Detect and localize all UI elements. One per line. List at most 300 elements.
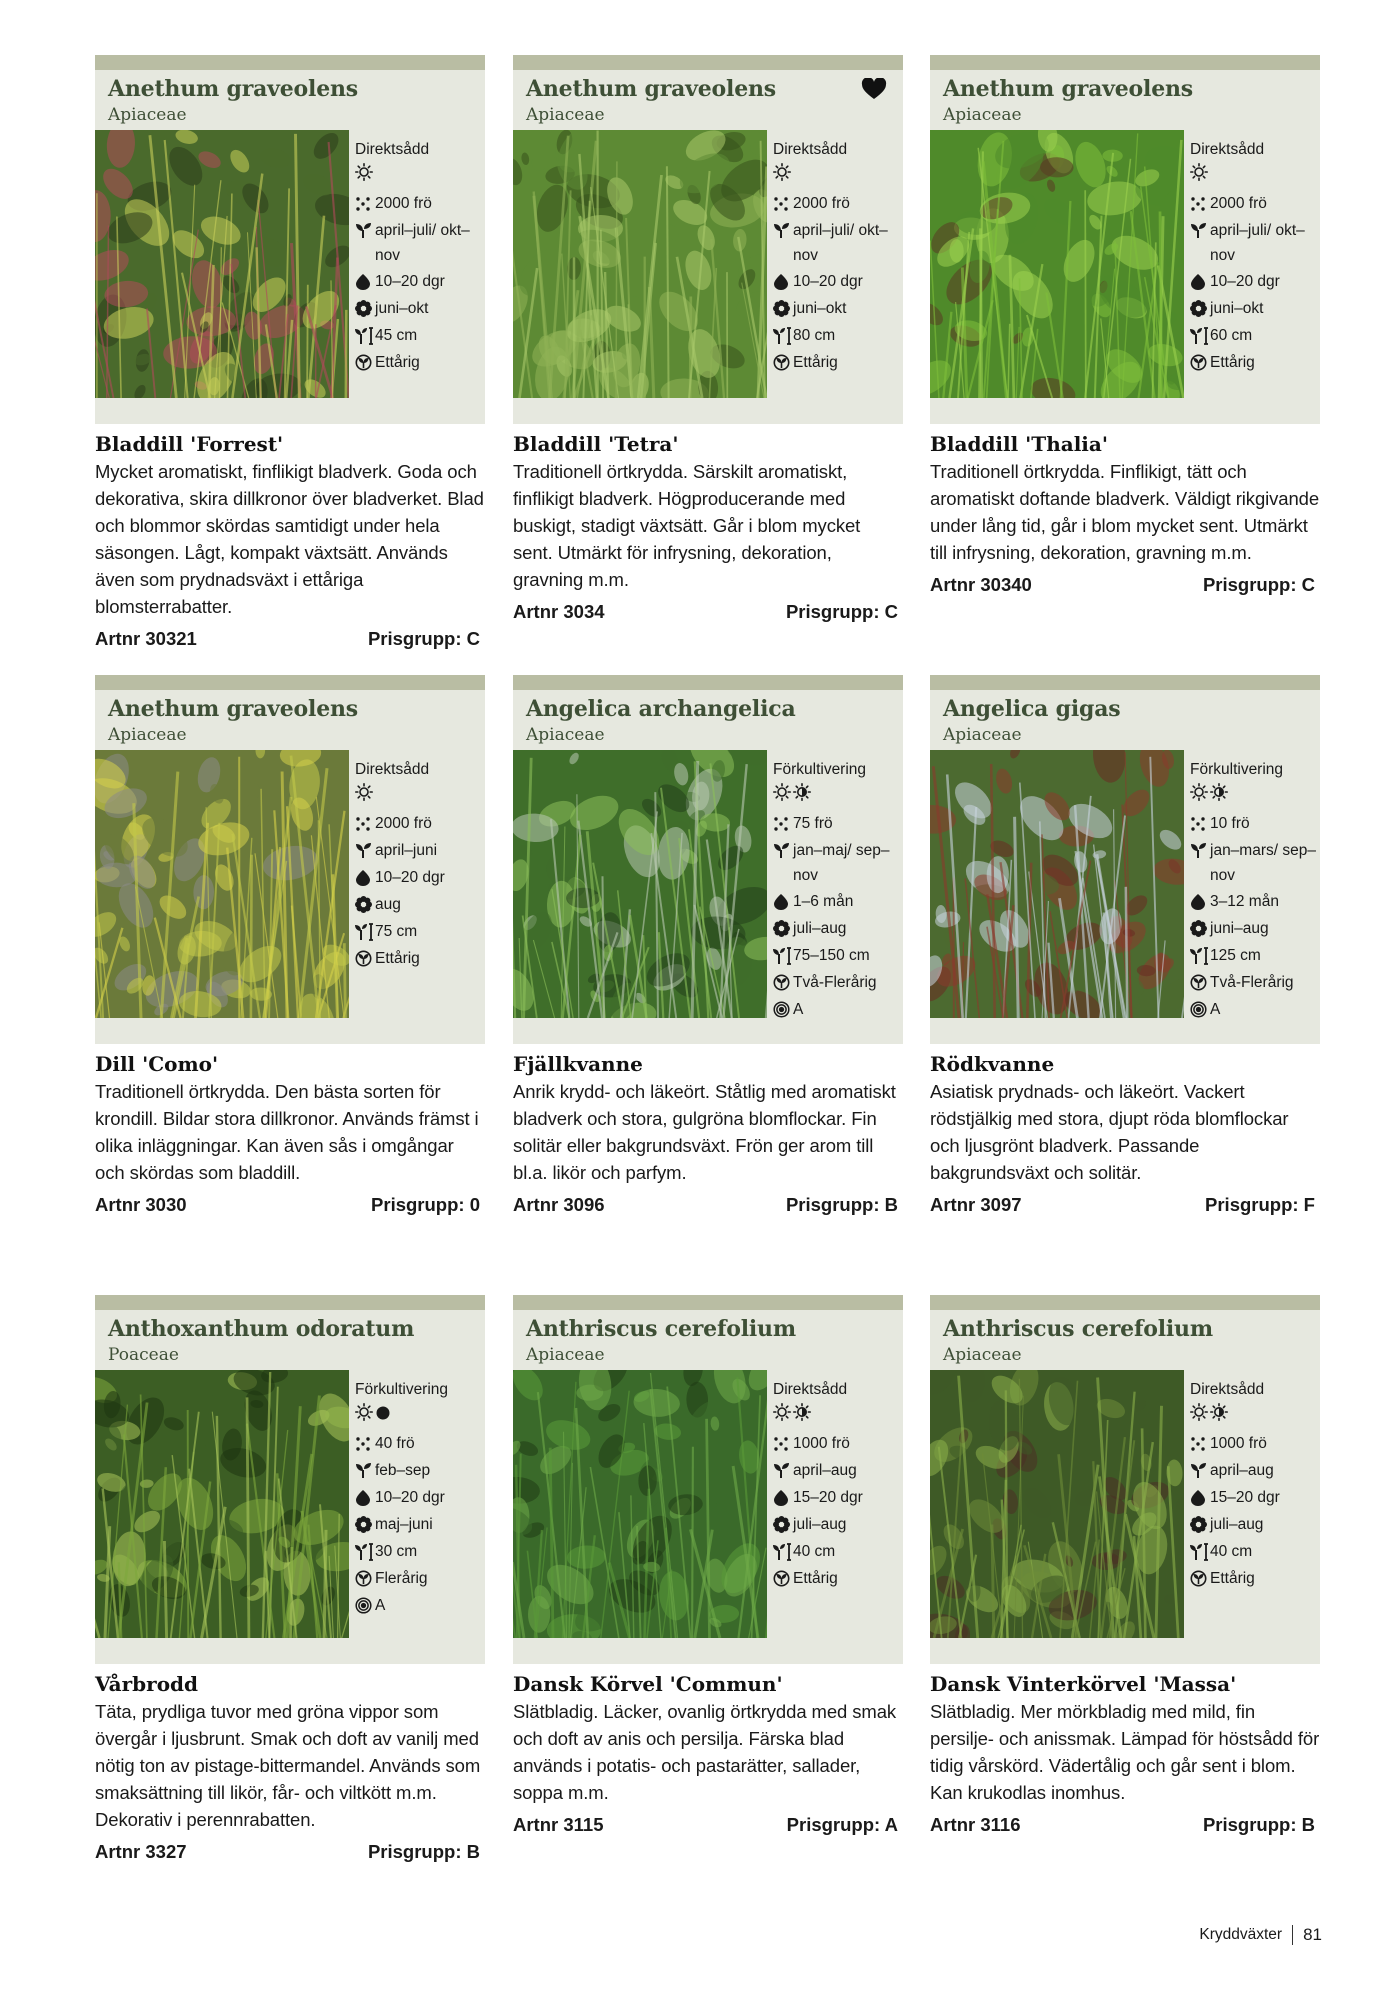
flowering-period: maj–juni — [375, 1516, 433, 1533]
article-number: Artnr 3034 — [513, 601, 605, 622]
cultivation-method: Direktsådd — [773, 141, 848, 158]
seed-count-row — [773, 1430, 901, 1457]
latin-name: Anethum graveolens — [108, 696, 358, 722]
hardiness-zone: A — [793, 1001, 804, 1018]
germination-icon — [773, 268, 793, 295]
flowering-icon — [1190, 1511, 1210, 1538]
plant-family: Apiaceae — [943, 105, 1022, 125]
variety-description: Traditionell örtkrydda. Finflikigt, tätt och aromatiskt doftande bladverk. Väldigt rikgivande under lång tid, går i blom mycket sent. Utmärkt till infrysning, dekoration, gravning m.m. — [930, 461, 1320, 563]
light-requirement — [1190, 1403, 1318, 1430]
article-number: Artnr 30321 — [95, 628, 197, 649]
light-requirement — [773, 1403, 901, 1430]
sowing-icon — [1190, 837, 1210, 864]
zone-icon — [355, 1592, 375, 1619]
sowing-icon — [773, 217, 793, 244]
germination-icon — [773, 1484, 793, 1511]
flowering-icon — [355, 295, 375, 322]
germination-time-row — [1190, 888, 1318, 915]
germination-icon — [1190, 1484, 1210, 1511]
article-number: Artnr 3097 — [930, 1194, 1022, 1215]
germination-time-row — [773, 888, 901, 915]
variety-name: Vårbrodd — [95, 1672, 199, 1696]
article-number: Artnr 3030 — [95, 1194, 187, 1215]
variety-name: Dansk Körvel 'Commun' — [513, 1672, 783, 1696]
hardiness-zone: A — [375, 1597, 386, 1614]
germination-time: 10–20 dgr — [375, 1489, 445, 1506]
plant-family: Apiaceae — [108, 725, 187, 745]
seeds-icon — [355, 190, 375, 217]
plant-height-row — [773, 942, 901, 969]
card-info-panel — [930, 1381, 1320, 1664]
variety-description: Slätbladig. Mer mörkbladig med mild, fin persilje- och anissmak. Lämpad för höstsådd för tidig vårskörd. Vädertålig och går sent i blom. Kan krukodlas inomhus. — [930, 1701, 1320, 1803]
plant-family: Apiaceae — [526, 105, 605, 125]
sun-icon — [355, 783, 373, 810]
seed-count-row — [773, 810, 901, 837]
hardiness-zone-row — [1190, 996, 1318, 1023]
germination-time: 1–6 mån — [793, 893, 854, 910]
card-info-panel — [513, 141, 903, 424]
sun-icon — [1190, 163, 1208, 190]
height-icon — [355, 322, 375, 349]
lifecycle-row — [1190, 969, 1318, 996]
seed-count: 2000 frö — [793, 195, 850, 212]
plant-height-row — [1190, 1538, 1318, 1565]
card-top-bar — [930, 55, 1320, 70]
plant-height-row — [773, 1538, 901, 1565]
latin-name: Anthoxanthum odoratum — [108, 1316, 415, 1342]
germination-time: 3–12 mån — [1210, 893, 1279, 910]
section-name: Kryddväxter — [1199, 1926, 1283, 1943]
germination-time-row — [355, 864, 483, 891]
sowing-period: jan–mars/ sep–nov — [1210, 842, 1316, 884]
order-info — [95, 1194, 485, 1216]
sun-icon — [773, 783, 791, 810]
lifecycle-row — [1190, 1565, 1318, 1592]
sun-icon — [1190, 1403, 1208, 1430]
flowering-period: juli–aug — [793, 1516, 847, 1533]
seeds-icon — [355, 810, 375, 837]
sowing-icon — [773, 1457, 793, 1484]
flowering-period: juni–okt — [375, 300, 429, 317]
growing-facts — [355, 1376, 483, 1619]
footer-divider — [1292, 1925, 1293, 1945]
germination-icon — [773, 888, 793, 915]
light-requirement — [355, 163, 483, 190]
flowering-icon — [773, 295, 793, 322]
lifecycle-icon — [1190, 1565, 1210, 1592]
card-info-panel — [930, 141, 1320, 424]
light-requirement — [355, 1403, 483, 1430]
sowing-period: april–juni — [375, 842, 438, 859]
seed-count-row — [1190, 190, 1318, 217]
lifecycle: Ettårig — [375, 354, 420, 371]
flowering-period-row — [355, 295, 483, 322]
card-top-bar — [513, 675, 903, 690]
plant-height: 45 cm — [375, 327, 418, 344]
cultivation-method: Direktsådd — [1190, 141, 1265, 158]
flowering-period-row — [1190, 295, 1318, 322]
plant-height: 125 cm — [1210, 947, 1261, 964]
card-info-panel — [513, 1381, 903, 1664]
card-info-panel — [95, 761, 485, 1044]
lifecycle-icon — [355, 349, 375, 376]
plant-height: 80 cm — [793, 327, 836, 344]
sowing-period-row — [1190, 217, 1318, 268]
cultivation-method: Direktsådd — [1190, 1381, 1265, 1398]
height-icon — [1190, 942, 1210, 969]
article-number: Artnr 3115 — [513, 1814, 604, 1835]
sowing-icon — [1190, 1457, 1210, 1484]
light-requirement — [1190, 163, 1318, 190]
lifecycle: Ettårig — [375, 950, 420, 967]
half-shade-icon — [1210, 783, 1228, 810]
germination-time-row — [355, 268, 483, 295]
plant-photo — [513, 130, 767, 398]
seeds-icon — [773, 1430, 793, 1457]
plant-height-row — [773, 322, 901, 349]
lifecycle-row — [355, 1565, 483, 1592]
seed-count: 2000 frö — [1210, 195, 1267, 212]
seed-count-row — [773, 190, 901, 217]
sowing-icon — [773, 837, 793, 864]
sun-icon — [355, 1403, 373, 1430]
seeds-icon — [1190, 190, 1210, 217]
hardiness-zone: A — [1210, 1001, 1221, 1018]
sowing-icon — [355, 1457, 375, 1484]
card-top-bar — [95, 1295, 485, 1310]
germination-time: 10–20 dgr — [375, 869, 445, 886]
order-info — [513, 1194, 903, 1216]
card-top-bar — [513, 55, 903, 70]
germination-time: 15–20 dgr — [793, 1489, 863, 1506]
price-group: Prisgrupp: B — [367, 1841, 480, 1862]
germination-time: 10–20 dgr — [793, 273, 863, 290]
lifecycle: Två-Flerårig — [793, 974, 877, 991]
product-card — [930, 55, 1320, 596]
latin-name: Anethum graveolens — [108, 76, 358, 102]
cultivation-method: Direktsådd — [773, 1381, 848, 1398]
article-number: Artnr 30340 — [930, 574, 1032, 595]
flowering-period-row — [355, 1511, 483, 1538]
variety-name: Dansk Vinterkörvel 'Massa' — [930, 1672, 1237, 1696]
variety-name: Rödkvanne — [930, 1052, 1055, 1076]
zone-icon — [773, 996, 793, 1023]
order-info — [95, 1841, 485, 1863]
variety-description: Traditionell örtkrydda. Den bästa sorten för krondill. Bildar stora dillkronor. Används främst i olika inläggningar. Kan även sås i omgångar och skördas som bladdill. — [95, 1081, 479, 1183]
product-card — [513, 675, 903, 1216]
flowering-period: juni–aug — [1210, 920, 1269, 937]
height-icon — [355, 918, 375, 945]
price-group: Prisgrupp: A — [786, 1814, 898, 1835]
lifecycle-row — [773, 1565, 901, 1592]
flowering-period: juli–aug — [793, 920, 847, 937]
sowing-period-row — [773, 1457, 901, 1484]
seeds-icon — [1190, 1430, 1210, 1457]
favorite-heart-icon — [861, 78, 887, 105]
plant-family: Apiaceae — [943, 725, 1022, 745]
cultivation-method: Förkultivering — [1190, 761, 1284, 778]
plant-photo — [513, 750, 767, 1018]
sowing-period: april–juli/ okt–nov — [793, 222, 888, 264]
product-card — [930, 1295, 1320, 1836]
germination-icon — [1190, 888, 1210, 915]
seed-count: 1000 frö — [1210, 1435, 1267, 1452]
light-requirement — [1190, 783, 1318, 810]
article-number: Artnr 3096 — [513, 1194, 605, 1215]
product-card — [95, 675, 485, 1216]
plant-height: 40 cm — [1210, 1543, 1253, 1560]
order-info — [95, 628, 485, 650]
growing-facts — [1190, 1376, 1318, 1592]
growing-facts — [355, 756, 483, 972]
sowing-period-row — [1190, 1457, 1318, 1484]
card-top-bar — [930, 675, 1320, 690]
germination-icon — [355, 864, 375, 891]
plant-photo — [930, 1370, 1184, 1638]
product-card — [513, 1295, 903, 1836]
page-number: 81 — [1303, 1925, 1322, 1944]
lifecycle: Flerårig — [375, 1570, 428, 1587]
variety-description: Anrik krydd- och läkeört. Ståtlig med aromatiskt bladverk och stora, gulgröna blomflockar. Fin solitär eller bakgrundsväxt. Frön ger arom till bl.a. likör och parfym. — [513, 1081, 896, 1183]
order-info — [930, 574, 1320, 596]
lifecycle: Ettårig — [793, 354, 838, 371]
lifecycle-icon — [1190, 349, 1210, 376]
variety-name: Bladdill 'Thalia' — [930, 432, 1108, 456]
plant-photo — [930, 750, 1184, 1018]
flowering-icon — [1190, 295, 1210, 322]
light-requirement — [773, 783, 901, 810]
plant-family: Apiaceae — [526, 1345, 605, 1365]
germination-time: 10–20 dgr — [1210, 273, 1280, 290]
seeds-icon — [773, 190, 793, 217]
product-card — [95, 55, 485, 650]
flowering-period-row — [1190, 915, 1318, 942]
plant-family: Apiaceae — [526, 725, 605, 745]
sowing-icon — [355, 217, 375, 244]
cultivation-method: Direktsådd — [355, 141, 430, 158]
height-icon — [1190, 1538, 1210, 1565]
height-icon — [1190, 322, 1210, 349]
card-info-panel — [95, 1381, 485, 1664]
flowering-period: juli–aug — [1210, 1516, 1264, 1533]
lifecycle-icon — [773, 349, 793, 376]
lifecycle-icon — [773, 1565, 793, 1592]
lifecycle: Ettårig — [1210, 1570, 1255, 1587]
sun-icon — [355, 163, 373, 190]
latin-name: Anethum graveolens — [943, 76, 1193, 102]
variety-description: Asiatisk prydnads- och läkeört. Vackert rödstjälkig med stora, djupt röda blomflockar och ljusgrönt bladverk. Passande bakgrundsväxt och solitär. — [930, 1081, 1289, 1183]
price-group: Prisgrupp: C — [1202, 574, 1315, 595]
seed-count-row — [355, 190, 483, 217]
product-card — [513, 55, 903, 623]
lifecycle: Ettårig — [793, 1570, 838, 1587]
plant-family: Apiaceae — [108, 105, 187, 125]
seed-count: 40 frö — [375, 1435, 415, 1452]
flowering-period-row — [773, 915, 901, 942]
light-requirement — [773, 163, 901, 190]
seed-count: 2000 frö — [375, 195, 432, 212]
plant-height: 40 cm — [793, 1543, 836, 1560]
flowering-icon — [355, 1511, 375, 1538]
germination-time: 10–20 dgr — [375, 273, 445, 290]
card-top-bar — [95, 675, 485, 690]
growing-facts — [773, 136, 901, 376]
sowing-period: april–aug — [793, 1462, 857, 1479]
sun-icon — [1190, 783, 1208, 810]
card-info-panel — [513, 761, 903, 1044]
height-icon — [773, 1538, 793, 1565]
order-info — [930, 1814, 1320, 1836]
plant-height: 75–150 cm — [793, 947, 870, 964]
germination-time-row — [773, 1484, 901, 1511]
sun-icon — [773, 163, 791, 190]
light-requirement — [355, 783, 483, 810]
sowing-period: april–juli/ okt–nov — [1210, 222, 1305, 264]
germination-icon — [355, 1484, 375, 1511]
lifecycle-row — [773, 349, 901, 376]
variety-description: Täta, prydliga tuvor med gröna vippor som övergår i ljusbrunt. Smak och doft av vanilj med nötig ton av pistage-bittermandel. Används som smaksättning till likör, får- och viltkött m.m. Dekorativ i perennrabatten. — [95, 1701, 481, 1830]
seed-count: 2000 frö — [375, 815, 432, 832]
flowering-icon — [773, 915, 793, 942]
cultivation-method: Förkultivering — [355, 1381, 449, 1398]
height-icon — [355, 1538, 375, 1565]
lifecycle: Två-Flerårig — [1210, 974, 1294, 991]
plant-photo — [95, 750, 349, 1018]
variety-name: Bladdill 'Tetra' — [513, 432, 679, 456]
sowing-icon — [355, 837, 375, 864]
article-number: Artnr 3116 — [930, 1814, 1021, 1835]
page-footer — [1199, 1925, 1322, 1945]
sowing-period: april–juli/ okt–nov — [375, 222, 470, 264]
price-group: Prisgrupp: 0 — [371, 1194, 480, 1215]
card-top-bar — [513, 1295, 903, 1310]
product-card — [930, 675, 1320, 1216]
variety-description: Slätbladig. Läcker, ovanlig örtkrydda med smak och doft av anis och persilja. Färska blad används i potatis- och pastarätter, sallader, soppa m.m. — [513, 1701, 897, 1803]
sowing-period-row — [1190, 837, 1318, 888]
lifecycle-row — [355, 349, 483, 376]
growing-facts — [1190, 756, 1318, 1023]
plant-height-row — [355, 1538, 483, 1565]
growing-facts — [355, 136, 483, 376]
flowering-period: juni–okt — [793, 300, 847, 317]
seed-count-row — [1190, 810, 1318, 837]
growing-facts — [1190, 136, 1318, 376]
hardiness-zone-row — [773, 996, 901, 1023]
sowing-period-row — [773, 217, 901, 268]
seed-count: 1000 frö — [793, 1435, 850, 1452]
plant-height-row — [355, 918, 483, 945]
lifecycle-icon — [1190, 969, 1210, 996]
germination-icon — [1190, 268, 1210, 295]
cultivation-method: Förkultivering — [773, 761, 867, 778]
half-shade-icon — [1210, 1403, 1228, 1430]
flowering-icon — [773, 1511, 793, 1538]
lifecycle-row — [1190, 349, 1318, 376]
plant-height: 30 cm — [375, 1543, 418, 1560]
seeds-icon — [773, 810, 793, 837]
flowering-icon — [355, 891, 375, 918]
variety-name: Fjällkvanne — [513, 1052, 643, 1076]
price-group: Prisgrupp: C — [785, 601, 898, 622]
flowering-period: juni–okt — [1210, 300, 1264, 317]
latin-name: Anthriscus cerefolium — [526, 1316, 796, 1342]
flowering-period-row — [1190, 1511, 1318, 1538]
order-info — [513, 601, 903, 623]
variety-name: Bladdill 'Forrest' — [95, 432, 284, 456]
germination-time-row — [355, 1484, 483, 1511]
seed-count-row — [1190, 1430, 1318, 1457]
growing-facts — [773, 756, 901, 1023]
height-icon — [773, 942, 793, 969]
growing-facts — [773, 1376, 901, 1592]
lifecycle-icon — [355, 945, 375, 972]
order-info — [930, 1194, 1320, 1216]
plant-photo — [95, 1370, 349, 1638]
germination-time: 15–20 dgr — [1210, 1489, 1280, 1506]
flowering-period: aug — [375, 896, 401, 913]
zone-icon — [1190, 996, 1210, 1023]
seed-count: 10 frö — [1210, 815, 1250, 832]
seeds-icon — [355, 1430, 375, 1457]
sowing-period-row — [355, 1457, 483, 1484]
sowing-period: april–aug — [1210, 1462, 1274, 1479]
lifecycle: Ettårig — [1210, 354, 1255, 371]
plant-family: Apiaceae — [943, 1345, 1022, 1365]
plant-height: 60 cm — [1210, 327, 1253, 344]
latin-name: Angelica archangelica — [526, 696, 796, 722]
plant-photo — [930, 130, 1184, 398]
lifecycle-icon — [773, 969, 793, 996]
price-group: Prisgrupp: B — [785, 1194, 898, 1215]
order-info — [513, 1814, 903, 1836]
flowering-period-row — [773, 295, 901, 322]
sowing-period-row — [355, 837, 483, 864]
variety-name: Dill 'Como' — [95, 1052, 219, 1076]
card-info-panel — [95, 141, 485, 424]
flowering-period-row — [355, 891, 483, 918]
latin-name: Anthriscus cerefolium — [943, 1316, 1213, 1342]
variety-description: Traditionell örtkrydda. Särskilt aromatiskt, finflikigt bladverk. Högproducerande med buskigt, stadigt växtsätt. Går i blom mycket sent. Utmärkt för infrysning, dekoration, gravning m.m. — [513, 461, 861, 590]
plant-height: 75 cm — [375, 923, 418, 940]
hardiness-zone-row — [355, 1592, 483, 1619]
latin-name: Angelica gigas — [943, 696, 1121, 722]
height-icon — [773, 322, 793, 349]
price-group: Prisgrupp: F — [1205, 1194, 1315, 1215]
plant-family: Poaceae — [108, 1345, 179, 1365]
card-info-panel — [930, 761, 1320, 1044]
product-card — [95, 1295, 485, 1863]
seed-count-row — [355, 1430, 483, 1457]
seed-count: 75 frö — [793, 815, 833, 832]
germination-time-row — [1190, 1484, 1318, 1511]
sowing-period: jan–maj/ sep–nov — [793, 842, 890, 884]
germination-icon — [355, 268, 375, 295]
plant-height-row — [1190, 322, 1318, 349]
sun-icon — [773, 1403, 791, 1430]
price-group: Prisgrupp: B — [1202, 1814, 1315, 1835]
latin-name: Anethum graveolens — [526, 76, 776, 102]
plant-photo — [513, 1370, 767, 1638]
card-top-bar — [930, 1295, 1320, 1310]
plant-height-row — [355, 322, 483, 349]
article-number: Artnr 3327 — [95, 1841, 187, 1862]
shade-icon — [375, 1403, 391, 1430]
sowing-period-row — [355, 217, 483, 268]
lifecycle-row — [355, 945, 483, 972]
half-shade-icon — [793, 783, 811, 810]
price-group: Prisgrupp: C — [367, 628, 480, 649]
sowing-period-row — [773, 837, 901, 888]
